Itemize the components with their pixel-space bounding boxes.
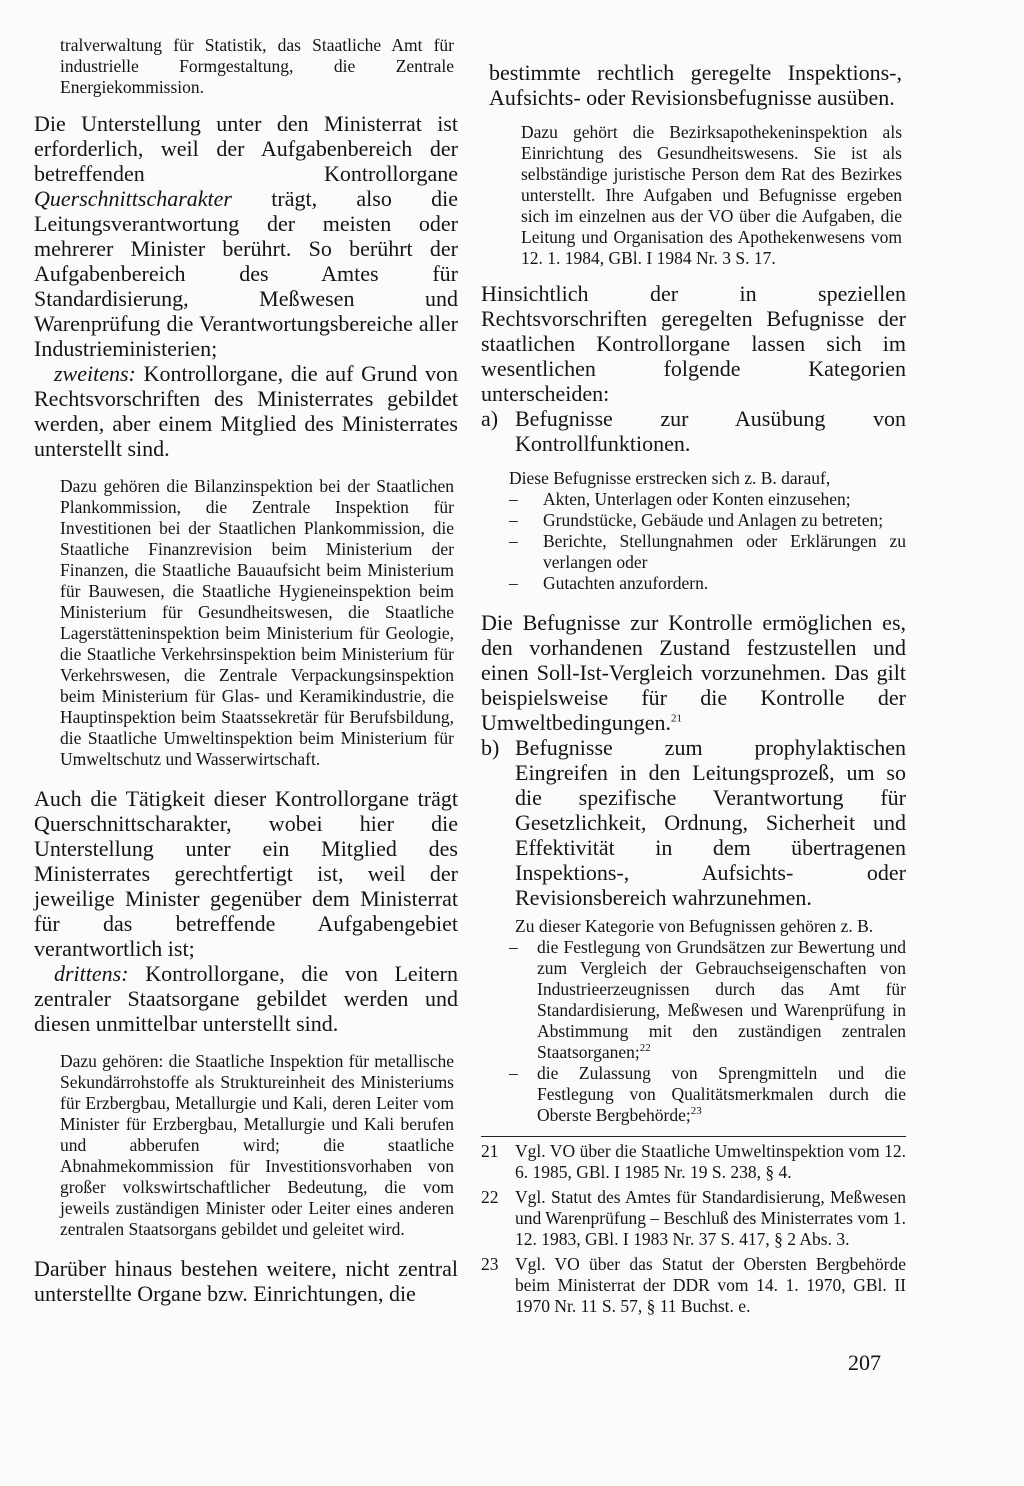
list-item-text: Grundstücke, Gebäude und Anlagen zu betreten; bbox=[543, 510, 884, 530]
right-para-b-intro: Zu dieser Kategorie von Befugnissen gehören z. B. bbox=[515, 916, 874, 936]
footnote-text: Vgl. VO über das Statut der Obersten Bergbehörde beim Ministerrat der DDR vom 14. 1. 1970, GBl. II 1970 Nr. 11 S. 57, § 11 Buchst. e. bbox=[515, 1254, 906, 1316]
list-label-b: b) bbox=[481, 735, 500, 760]
list-item-text: Gutachten anzufordern. bbox=[543, 573, 709, 593]
page-number: 207 bbox=[848, 1350, 881, 1375]
dash-marker: – bbox=[509, 1063, 518, 1083]
list-item bbox=[481, 1063, 906, 1126]
footnote-ref-21: 21 bbox=[671, 712, 683, 725]
list-item-text bbox=[537, 937, 906, 1063]
emphasis-zweitens: zweitens: bbox=[54, 361, 136, 386]
footnote-22 bbox=[481, 1187, 906, 1250]
right-para-a-intro: Diese Befugnisse erstrecken sich z. B. darauf, bbox=[509, 468, 831, 488]
list-text-a: Befugnisse zur Ausübung von Kontrollfunktionen. bbox=[515, 406, 906, 456]
text-run: die Zulassung von Sprengmitteln und die Festlegung von Qualitätsmerkmalen durch die Oberste Bergbehörde; bbox=[537, 1063, 906, 1125]
list-item-text bbox=[537, 1063, 906, 1126]
footnote-21 bbox=[481, 1141, 906, 1183]
right-column bbox=[481, 0, 906, 1317]
footnote-text: Vgl. Statut des Amtes für Standardisierung, Meßwesen und Warenprüfung – Beschluß des Ministerrates vom 1. 12. 1983, GBl. I 1983 Nr. 37 S. 417, § 2 Abs. 3. bbox=[515, 1187, 906, 1249]
left-para-dazu-gehoeren-1: Dazu gehören die Bilanzinspektion bei der Staatlichen Plankommission, die Zentrale Inspektion für Investitionen bei der Staatlichen Plankommission, die Staatliche Finanzrevision beim Ministerium der Finanzen, die Staatliche Bauaufsicht beim Ministerium für Bauwesen, die Staatliche Hygieneinspektion beim Ministerium für Gesundheitswesen, die Staatliche Lagerstätteninspektion beim Ministerium für Geologie, die Staatliche Verkehrsinspektion beim Ministerium für Verkehrswesen, die Zentrale Verpackungsinspektion beim Ministerium für Glas- und Keramikindustrie, die Hauptinspektion beim Staatssekretär für Berufsbildung, die Staatliche Umweltinspektion beim Ministerium für Umweltschutz und Wasserwirtschaft. bbox=[60, 476, 454, 769]
dash-marker: – bbox=[509, 531, 518, 551]
footnote-divider bbox=[481, 1136, 906, 1137]
list-item bbox=[481, 531, 906, 573]
left-column bbox=[34, 0, 458, 1306]
right-para-befugnisse-kontrolle bbox=[481, 610, 906, 735]
right-para-hinsichtlich: Hinsichtlich der in speziellen Rechtsvorschriften geregelten Befugnisse der staatlichen Kontrollorgane lassen sich im wesentlichen folgende Kategorien unterscheiden: bbox=[481, 281, 906, 406]
list-label-a: a) bbox=[481, 406, 499, 431]
list-item bbox=[481, 573, 906, 594]
left-para-continuation: tralverwaltung für Statistik, das Staatliche Amt für industrielle Formgestaltung, die Zentrale Energiekommission. bbox=[60, 35, 454, 97]
list-text-b: Befugnisse zum prophylaktischen Eingreifen in den Leitungsprozeß, um so die spezifische Verantwortung für Gesetzlichkeit, Ordnung, Sicherheit und Effektivität in dem übertragenen Inspektions-, Aufsichts- oder Revisionsbereich wahrzunehmen. bbox=[515, 735, 906, 910]
left-para-dazu-gehoeren-2: Dazu gehören: die Staatliche Inspektion für metallische Sekundärrohstoffe als Struktureinheit des Ministeriums für Erzbergbau, Metallurgie und Kali, deren Leiter vom Minister für Erzbergbau, Metallurgie und Kali berufen und abberufen wird; die staatliche Abnahmekommission für Investitionsvorhaben von großer volkswirtschaftlicher Bedeutung, die vom jeweils zuständigen Minister oder Leiter eines anderen zentralen Staatsorgans gebildet und geleitet wird. bbox=[60, 1051, 454, 1239]
text-run: Kontrollorgane, die von Leitern zentraler Staatsorgane gebildet werden und diesen unmittelbar unterstellt sind. bbox=[34, 961, 458, 1036]
footnote-23 bbox=[481, 1254, 906, 1317]
left-para-darueber-hinaus: Darüber hinaus bestehen weitere, nicht zentral unterstellte Organe bzw. Einrichtungen, die bbox=[34, 1256, 458, 1306]
list-item-b bbox=[481, 735, 906, 910]
left-para-zweitens bbox=[34, 361, 458, 461]
list-item bbox=[481, 937, 906, 1063]
list-item bbox=[481, 489, 906, 510]
list-item-text: Berichte, Stellungnahmen oder Erklärungen zu verlangen oder bbox=[543, 531, 906, 572]
left-para-drittens bbox=[34, 961, 458, 1036]
text-run: Die Befugnisse zur Kontrolle ermöglichen es, den vorhandenen Zustand festzustellen und einen Soll-Ist-Vergleich vorzunehmen. Das gilt beispielsweise für die Kontrolle der Umweltbedingungen. bbox=[481, 610, 906, 735]
dash-marker: – bbox=[509, 489, 518, 509]
dash-marker: – bbox=[509, 937, 518, 957]
emphasis-querschnittscharakter: Querschnittscharakter bbox=[34, 186, 232, 211]
footnote-text: Vgl. VO über die Staatliche Umweltinspektion vom 12. 6. 1985, GBl. I 1985 Nr. 19 S. 238, § 4. bbox=[515, 1141, 906, 1182]
text-run: trägt, also die Leitungsverantwortung der meisten oder mehrerer Minister berührt. So berührt der Aufgabenbereich des Amtes für Standardisierung, Meßwesen und Warenprüfung die Verantwortungsbereiche aller Industrieministerien; bbox=[34, 186, 458, 361]
list-item-text: Akten, Unterlagen oder Konten einzusehen; bbox=[543, 489, 851, 509]
list-item-a bbox=[481, 406, 906, 456]
text-run: Kontrollorgane, die auf Grund von Rechtsvorschriften des Ministerrates gebildet werden, aber einem Mitglied des Ministerrates unterstellt sind. bbox=[34, 361, 458, 461]
dash-marker: – bbox=[509, 510, 518, 530]
text-run: die Festlegung von Grundsätzen zur Bewertung und zum Vergleich der Gebrauchseigenschaften von Industrieerzeugnissen durch das Amt für Standardisierung, Meßwesen und Warenprüfung in Abstimmung mit den zuständigen zentralen Staatsorganen; bbox=[537, 937, 906, 1062]
footnote-ref-22: 22 bbox=[639, 1042, 651, 1055]
footnote-number: 21 bbox=[481, 1141, 499, 1161]
footnote-number: 23 bbox=[481, 1254, 499, 1274]
left-para-unterstellung bbox=[34, 111, 458, 361]
list-item bbox=[481, 510, 906, 531]
dash-marker: – bbox=[509, 573, 518, 593]
footnote-number: 22 bbox=[481, 1187, 499, 1207]
right-para-continuation: bestimmte rechtlich geregelte Inspektions-, Aufsichts- oder Revisionsbefugnisse ausüben. bbox=[489, 60, 902, 110]
footnote-ref-23: 23 bbox=[690, 1105, 702, 1118]
right-para-bezirksapotheken: Dazu gehört die Bezirksapothekeninspektion als Einrichtung des Gesundheitswesens. Sie ist als selbständige juristische Person dem Rat des Bezirkes unterstellt. Ihre Aufgaben und Befugnisse ergeben sich im einzelnen aus der VO über die Aufgaben, die Leitung und Organisation des Apothekenwesens vom 12. 1. 1984, GBl. I 1984 Nr. 3 S. 17. bbox=[521, 122, 902, 268]
emphasis-drittens: drittens: bbox=[54, 961, 129, 986]
text-run: Die Unterstellung unter den Ministerrat ist erforderlich, weil der Aufgabenbereich der betreffenden Kontrollorgane bbox=[34, 111, 458, 186]
left-para-auch-die-taetigkeit: Auch die Tätigkeit dieser Kontrollorgane trägt Querschnittscharakter, wobei hier die Unterstellung unter ein Mitglied des Ministerrates gerechtfertigt ist, weil der jeweilige Minister gegenüber dem Ministerrat für das betreffende Aufgabengebiet verantwortlich ist; bbox=[34, 786, 458, 961]
